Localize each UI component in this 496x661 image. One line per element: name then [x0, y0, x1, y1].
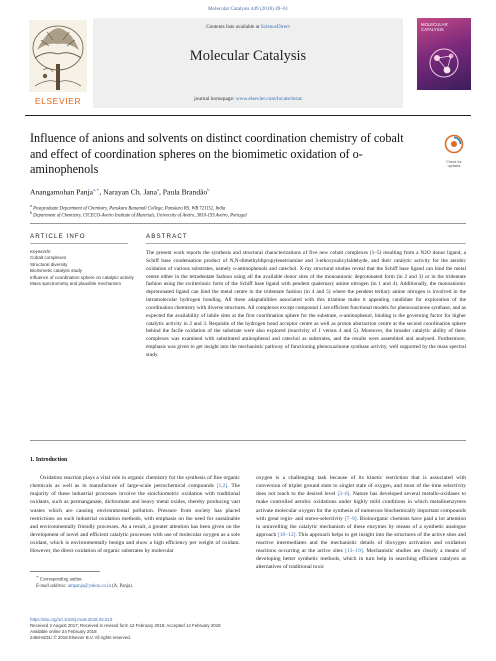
journal-homepage: [93, 96, 403, 102]
abstract-text: The present work reports the synthesis and structural characterizations of five new cobalt complexes (1–5) resulting from a N2O donor ligand, a Schiff base condensation product of N,N-dimethyldipropylenetriamine and 3-ethoxysalicylaldehyde, and their catalytic activity for the aerobic oxidation of various substrates, namely o-aminophenols and catechol. X-ray structural studies reveal that the Schiff base ligand can bind the metal centre either in the tetradentate fashion using all the available donor sites of the monoanionic deprotonated form (in 2 and 3) or in the tridentate fashion using the zwitterionic form of the Schiff base ligand with pendent quaternary amine nitrogen (in 1 and 4). Additionally, the monoanionic deprotonated ligand can bind the metal centre in the tridentate fashion (in 4 and 5) where the pendent tertiary amine nitrogen is involved in the intramolecular hydrogen bonding. All these adaptabilities associated with this triamine make it appealing candidate for exploration of the coordination chemistry with diverse structures. All complexes except compound 1 are efficient functional models for phenoxazinone synthase, and as expected the availability of labile sites at the first coordination sphere for the substrate, o-aminophenol, binding is the governing factor for higher catalytic activity in 2 and 3. Requisite of the hydrogen bond acceptor centre as well as proton abstraction centre at the second coordination sphere behind the facile oxidation of the substrate were also explored (reactivity of 1 versus 4 and 5). Moreover, the broader catalytic ability of these complexes was examined with substituted aminophenol and catechol as substrates, and the results were assembled and analysed. Furthermore, emphasis was given to get insight into the mechanistic pathway of functioning phenoxazinone synthase activity, well supported by the mass spectral study.: [146, 250, 466, 358]
running-head[interactable]: Molecular Catalysis 449 (2018) 49–61: [207, 6, 289, 12]
homepage-prefix: journal homepage:: [194, 96, 236, 102]
author-affiliation-marks[interactable]: a: [156, 187, 159, 192]
affiliation: [30, 211, 460, 219]
cover-molecule-art: [425, 44, 463, 82]
sciencedirect-link[interactable]: ScienceDirect: [260, 24, 290, 30]
keyword-item: Mass spectrometry and plausible mechanism: [30, 281, 121, 287]
keyword-item: Biomimetic catalytic study: [30, 268, 83, 274]
author-affiliation-marks[interactable]: b: [207, 187, 210, 192]
email-link[interactable]: ampanja@yahoo.co.in: [67, 584, 111, 590]
intro-right-column: [256, 474, 466, 572]
doi-link[interactable]: https://doi.org/10.1016/j.mcat.2018.02.013: [30, 617, 113, 622]
homepage-link[interactable]: www.elsevier.com/locate/mcat: [235, 96, 302, 102]
cover-title: [421, 22, 448, 32]
abstract-rule: [146, 243, 466, 244]
email-note: [30, 584, 240, 591]
email-owner: (A. Panja).: [112, 584, 133, 590]
body-text: Oxidation reaction plays a vital role in organic chemistry for the synthesis of fine organic chemicals as well as in manufacture of large-scale petrochemical compounds: [30, 475, 240, 490]
keyword-item: Structural diversity: [30, 261, 68, 267]
body-text: oxygen is a challenging task because of its kinetic restriction that is associated with conversion of triplet ground state to singlet state of oxygen, and most of the time selectivity does not reach to the desired level: [256, 475, 466, 498]
author-separator: ,: [99, 187, 104, 197]
citation-link[interactable]: [13–19]: [345, 548, 363, 555]
masthead-band: [93, 18, 403, 108]
keyword-item: Cobalt complexes: [30, 255, 67, 261]
intro-paragraph: [256, 474, 466, 572]
citation-link[interactable]: [7–9]: [344, 515, 357, 522]
section-heading-introduction: 1. Introduction: [30, 457, 68, 463]
journal-masthead: [25, 18, 471, 114]
elsevier-tree-icon: [29, 20, 87, 92]
check-updates-icon: [441, 134, 467, 154]
author-name[interactable]: Narayan Ch. Jana: [103, 187, 157, 197]
check-updates-line1: Check for: [446, 160, 462, 164]
body-text: . Nature has developed several metallo-oxidases to make controlled aerobic oxidations under highly mild conditions in which metalloenzymes activate molecular oxygen for the synthesis of numerous biochemically important compounds with great regio- and stereo-selectivity: [256, 491, 466, 522]
author-list: [30, 187, 460, 197]
citation-link[interactable]: [3–6]: [337, 491, 350, 498]
affiliation-mark: b: [30, 211, 32, 215]
cover-title-line2: CATALYSIS: [421, 27, 444, 32]
keyword-item: Influence of coordination sphere on catalytic activity: [30, 274, 134, 280]
abstract-heading: ABSTRACT: [146, 233, 188, 240]
affiliation-mark: a: [30, 204, 32, 208]
article-info-heading: ARTICLE INFO: [30, 233, 86, 240]
body-text: . The majority of these industrial processes involve the stoichiometric oxidation with traditional oxidants, such as permanganate, dichromate and heavy metal oxides, thereby producing vast wastes which are causing environmental pollution. Pressure from society has placed restrictions on such industrial oxidation methods, with emphasis on the need for sustainable and environmentally friendly processes. As a result, a greater attention has been given on the development of novel and efficient catalytic processes with use of molecular oxygen as a sole oxidant, which is environmentally benign and show a high efficiency per weight of oxidant. However, the direct oxidation of organic substrates by molecular: [30, 483, 241, 555]
body-text: . This approach helps to get insight into the structures of the active sites and reactive intermediates and the mechanistic details of dioxygen activation and oxidation reactions occurring at the active sites: [256, 531, 466, 555]
author-name[interactable]: Anangamohan Panja: [30, 187, 94, 197]
abstract-divider: [30, 440, 466, 441]
contents-line: [93, 24, 403, 30]
publisher-wordmark: ELSEVIER: [34, 96, 82, 106]
article-title: Influence of anions and solvents on distinct coordination chemistry of cobalt and effect of coordination spheres on the biomimetic oxidation of o-aminophenols: [30, 131, 404, 176]
article-info-rule: [30, 243, 128, 244]
author-name[interactable]: Paula Brandão: [162, 187, 208, 197]
footnote-rule: [30, 571, 100, 572]
affiliation-text: Department of Chemistry, CICECO-Aveiro Institute of Materials, University of Aveiro, 3810-193 Aveiro, Portugal: [33, 213, 247, 219]
copyright: 2468-8231/ © 2018 Elsevier B.V. All rights reserved.: [30, 635, 131, 641]
masthead-divider: [25, 115, 471, 116]
available-online: Available online 24 February 2018: [30, 629, 97, 635]
keywords-block: [30, 249, 140, 287]
check-for-updates-badge[interactable]: [441, 134, 467, 168]
keywords-label: Keywords:: [30, 249, 52, 254]
citation-link[interactable]: [1,2]: [216, 483, 228, 490]
corresponding-mark: ∗: [36, 574, 39, 579]
body-text: . Bioinorganic chemists have paid a lot attention in unravelling the catalytic mechanism of these enzymes by means of a synthetic analogue approach: [256, 515, 466, 538]
received-dates: Received 2 August 2017; Received in revised form 12 February 2018; Accepted 14 February 2018: [30, 623, 221, 629]
publisher-logo[interactable]: [25, 18, 91, 108]
article-footer: [30, 617, 330, 641]
check-updates-label: [441, 160, 467, 168]
check-updates-line2: updates: [447, 164, 461, 169]
author-affiliation-marks[interactable]: a,∗: [93, 187, 100, 192]
journal-name: Molecular Catalysis: [189, 48, 307, 64]
corresponding-author-note: [30, 574, 240, 584]
body-text: . Mechanistic studies are clearly a means of developing better synthetic methods, which in turn help in searching efficient catalysts as alternatives of traditional toxic: [256, 548, 466, 571]
corresponding-text: Corresponding author.: [39, 577, 83, 583]
journal-cover[interactable]: [417, 18, 471, 90]
contents-prefix: Contents lists available at: [206, 24, 261, 30]
cover-title-line1: MOLECULAR: [421, 22, 448, 27]
author-separator: ,: [159, 187, 163, 197]
intro-left-column: [30, 474, 240, 555]
intro-paragraph: [30, 474, 240, 555]
email-label: E-mail address:: [36, 584, 67, 590]
citation-link[interactable]: [10–12]: [277, 531, 296, 538]
affiliation-text: Postgraduate Department of Chemistry, Panskura Banamali College, Panskura RS, WB 721152, India: [33, 206, 226, 212]
footnotes: [30, 574, 240, 591]
affiliation-divider: [30, 223, 466, 224]
